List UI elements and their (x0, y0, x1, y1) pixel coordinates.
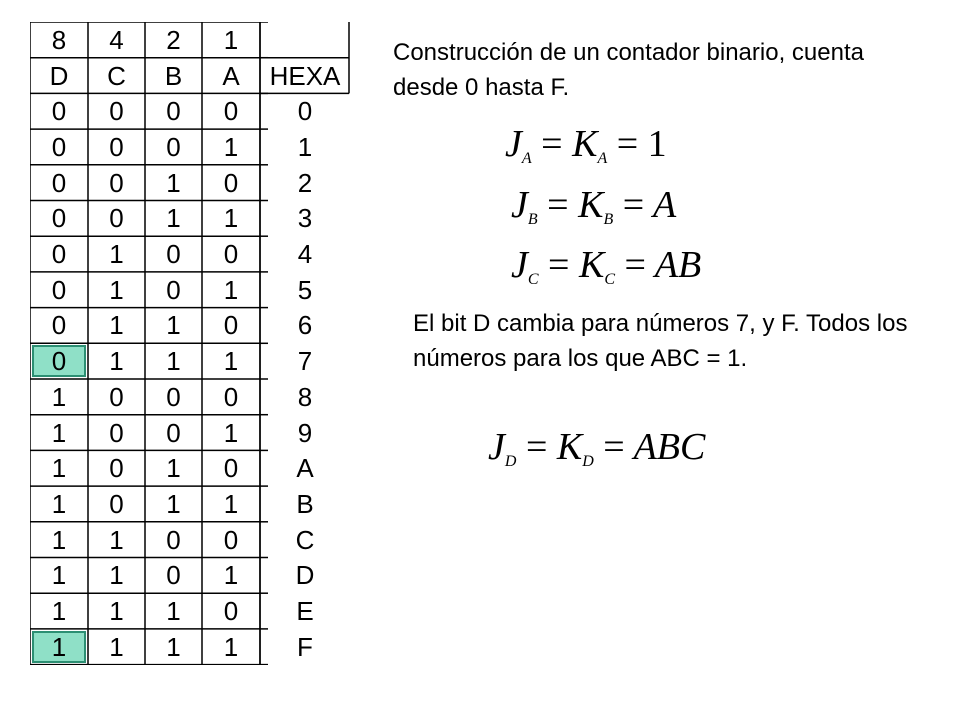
eq-jd-ksub: D (582, 453, 594, 471)
bit-cell: 1 (109, 631, 124, 662)
eq-jc-j: J (511, 244, 528, 286)
bit-cell: 0 (223, 310, 239, 341)
bit-cell: 1 (51, 560, 67, 591)
eq-jb-equals-1: = (547, 184, 569, 226)
bit-cell: 1 (51, 417, 67, 448)
bit-cell: 1 (109, 524, 124, 555)
bit-cell: 1 (166, 346, 181, 377)
eq-jd-k: K (556, 426, 583, 468)
bit-cell: 1 (109, 274, 124, 305)
eq-jb-jsub: B (527, 211, 538, 229)
eq-ja-k: K (572, 123, 598, 165)
eq-ja-rhs: 1 (647, 123, 667, 165)
bit-cell: 0 (223, 524, 239, 555)
hex-cell: D (295, 560, 315, 591)
equation-jb (511, 183, 676, 229)
bit-cell: 0 (166, 239, 181, 270)
header-cell: B (164, 60, 183, 91)
bit-cell: 0 (166, 524, 181, 555)
bit-cell: 0 (109, 453, 124, 484)
eq-jd-equals-1: = (525, 426, 548, 468)
hex-cell: 7 (297, 346, 313, 377)
hex-cell: 8 (297, 381, 313, 412)
bit-cell: 1 (51, 524, 67, 555)
bit-cell: 1 (109, 310, 124, 341)
bit-cell: 0 (109, 488, 124, 519)
eq-jb-rhs: A (653, 184, 677, 226)
eq-jb-k: K (578, 184, 604, 226)
bit-cell: 0 (223, 239, 239, 270)
intro-text: Construcción de un contador binario, cuenta desde 0 hasta F. (393, 39, 864, 101)
hex-cell: C (295, 524, 315, 555)
hex-cell: B (296, 488, 314, 519)
bit-cell: 1 (223, 488, 239, 519)
eq-jd-jsub: D (504, 453, 517, 471)
bit-cell: 0 (51, 167, 67, 198)
weight-cell: 4 (109, 24, 124, 55)
bit-cell: 0 (109, 131, 124, 162)
bit-cell: 1 (166, 596, 181, 627)
bit-cell: 0 (166, 381, 181, 412)
bit-cell: 0 (51, 274, 67, 305)
eq-ja-equals-2: = (616, 123, 639, 165)
header-cell: C (107, 60, 126, 91)
eq-jc-equals-2: = (624, 244, 646, 286)
bit-cell: 1 (109, 596, 124, 627)
weight-cell: 2 (166, 24, 181, 55)
bit-cell: 1 (166, 203, 181, 234)
bit-cell: 1 (32, 631, 86, 663)
hex-cell: 4 (297, 239, 313, 270)
equation-jd (488, 425, 705, 471)
bit-cell: 1 (223, 417, 239, 448)
bit-cell: 0 (223, 96, 239, 127)
bit-cell: 0 (109, 417, 124, 448)
eq-ja-jsub: A (521, 150, 532, 168)
eq-jb-j: J (511, 184, 528, 226)
bit-cell: 0 (223, 596, 239, 627)
bit-cell: 0 (166, 417, 181, 448)
weight-cell: 8 (51, 24, 67, 55)
equation-jc (511, 243, 701, 289)
hex-cell: A (296, 453, 314, 484)
eq-jd-rhs: ABC (633, 426, 706, 468)
bit-cell: 1 (223, 274, 239, 305)
bit-cell: 0 (166, 131, 181, 162)
bit-cell: 1 (109, 560, 124, 591)
bit-cell: 1 (51, 453, 67, 484)
hex-cell: 9 (297, 417, 313, 448)
bit-cell: 0 (166, 560, 181, 591)
bit-cell: 1 (51, 488, 67, 519)
bit-cell: 0 (223, 167, 239, 198)
eq-jc-equals-1: = (548, 244, 570, 286)
eq-ja-equals-1: = (541, 123, 563, 165)
bit-cell: 0 (109, 167, 124, 198)
bit-cell: 1 (166, 310, 181, 341)
bit-cell: 1 (51, 381, 67, 412)
eq-jd-equals-2: = (603, 426, 625, 468)
bit-cell: 1 (51, 596, 67, 627)
bit-cell: 0 (51, 310, 67, 341)
eq-ja-ksub: A (597, 150, 608, 168)
header-cell: D (49, 60, 69, 91)
header-cell: HEXA (269, 60, 341, 91)
bit-cell: 0 (51, 131, 67, 162)
note-text: El bit D cambia para números 7, y F. Todos los números para los que ABC = 1. (413, 310, 908, 372)
bit-cell: 0 (166, 96, 181, 127)
bit-cell: 0 (109, 96, 124, 127)
hex-cell: 5 (297, 274, 313, 305)
bit-cell: 0 (51, 203, 67, 234)
bit-cell: 1 (166, 167, 181, 198)
bit-cell: 1 (223, 203, 239, 234)
bit-cell: 0 (51, 239, 67, 270)
eq-jb-ksub: B (603, 211, 614, 229)
hex-cell: F (297, 631, 313, 662)
bit-cell: 0 (166, 274, 181, 305)
equation-ja (505, 122, 667, 168)
hex-cell: 0 (297, 96, 313, 127)
hex-cell: 3 (297, 203, 313, 234)
bit-cell: 1 (223, 631, 239, 662)
eq-jc-ksub: C (604, 271, 616, 289)
bit-cell: 0 (223, 453, 239, 484)
eq-jb-equals-2: = (622, 184, 645, 226)
bit-cell: 1 (223, 131, 239, 162)
eq-jc-rhs: AB (654, 244, 702, 286)
hex-cell: E (296, 596, 314, 627)
header-cell: A (222, 60, 240, 91)
hex-cell: 2 (297, 167, 313, 198)
bit-cell: 1 (109, 239, 124, 270)
weight-cell: 1 (223, 24, 239, 55)
bit-cell: 0 (32, 345, 86, 377)
eq-ja-j: J (505, 123, 522, 165)
bit-cell: 1 (166, 453, 181, 484)
eq-jc-k: K (578, 244, 605, 286)
hex-cell: 6 (297, 310, 313, 341)
bit-cell: 1 (109, 346, 124, 377)
bit-cell: 1 (223, 346, 239, 377)
bit-cell: 0 (223, 381, 239, 412)
bit-cell: 0 (109, 381, 124, 412)
bit-cell: 0 (109, 203, 124, 234)
eq-jc-jsub: C (527, 271, 539, 289)
bit-cell: 1 (166, 488, 181, 519)
bit-cell: 0 (51, 96, 67, 127)
bit-cell: 1 (166, 631, 181, 662)
eq-jd-j: J (488, 426, 505, 468)
hex-cell: 1 (297, 131, 313, 162)
bit-cell: 1 (223, 560, 239, 591)
